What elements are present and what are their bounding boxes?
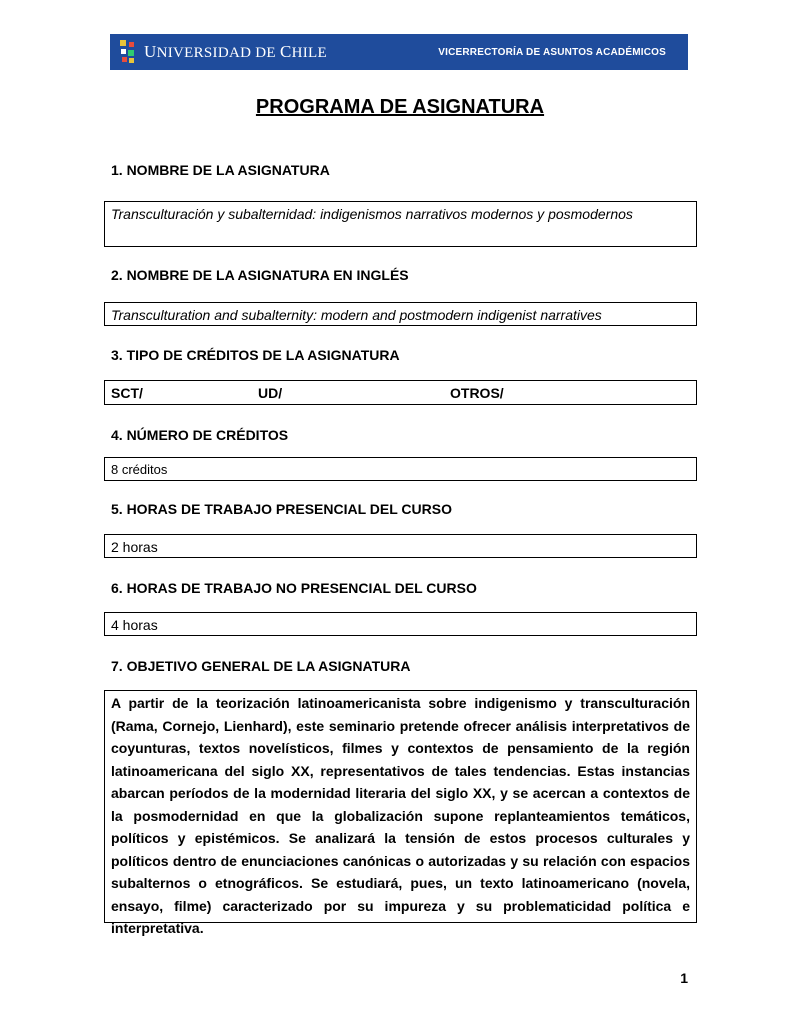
document-title: PROGRAMA DE ASIGNATURA [255,96,545,118]
general-objective-field: A partir de la teorización latinoamericanista sobre indigenismo y transculturación (Rama, Cornejo, Lienhard), este seminario pretende ofrecer análisis interpretativos de coyunturas, textos novelísticos, filmes y contextos de pensamiento de la región latinoamericana del siglo XX, representativos de tales tendencias. Estas instancias abarcan períodos de la modernidad literaria del siglo XX, y se acercan a contextos de la posmodernidad en que la globalización supone replanteamientos temáticos, políticos y epistémicos. Se analizará la tensión de estos procesos culturales y políticos dentro de enunciaciones canónicas o autorizadas y su relación con espacios subalternos o etnográficos. Se estudiará, pues, un texto latinoamericano (novela, ensayo, filme) caracterizado por su impureza y su problematicidad política e interpretativa. [104,690,697,923]
university-brand [118,38,327,66]
credits-number-field: 8 créditos [104,457,697,481]
university-name: UNIVERSIDAD DE CHILE [144,42,327,61]
credit-types-field [104,380,697,405]
course-name-field: Transculturación y subalternidad: indigenismos narrativos modernos y posmodernos [104,201,697,247]
header-banner [110,34,688,70]
credit-type-ud: UD/ [258,385,283,401]
remote-hours-field: 4 horas [104,612,697,636]
office-name: VICERRECTORÍA DE ASUNTOS ACADÉMICOS [438,46,666,58]
section-7-heading: 7. OBJETIVO GENERAL DE LA ASIGNATURA [111,658,411,674]
section-6-heading: 6. HORAS DE TRABAJO NO PRESENCIAL DEL CURSO [111,580,477,596]
university-crest-icon [118,38,138,66]
section-5-heading: 5. HORAS DE TRABAJO PRESENCIAL DEL CURSO [111,501,452,517]
credit-types-row [111,382,690,404]
credit-type-otros: OTROS/ [450,385,504,401]
section-3-heading: 3. TIPO DE CRÉDITOS DE LA ASIGNATURA [111,347,400,363]
course-name-english-field: Transculturation and subalternity: modern and postmodern indigenist narratives [104,302,697,326]
section-2-heading: 2. NOMBRE DE LA ASIGNATURA EN INGLÉS [111,267,409,283]
credit-type-sct: SCT/ [111,385,143,401]
in-person-hours-field: 2 horas [104,534,697,558]
page-number: 1 [680,970,688,986]
section-4-heading: 4. NÚMERO DE CRÉDITOS [111,427,289,443]
section-1-heading: 1. NOMBRE DE LA ASIGNATURA [111,162,330,178]
